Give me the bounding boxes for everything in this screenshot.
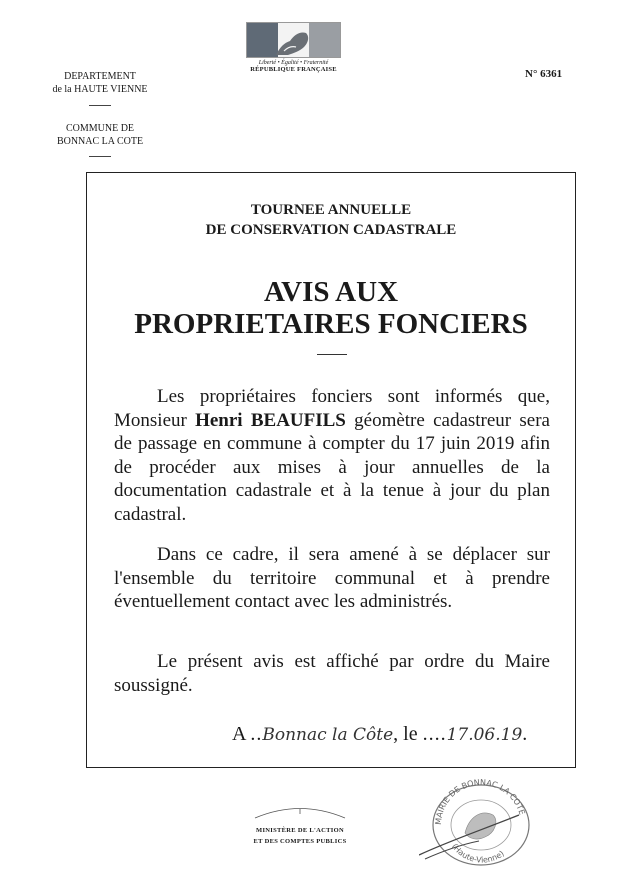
paragraph-2 xyxy=(114,543,550,614)
republic-motto: Liberté • Égalité • Fraternité xyxy=(258,60,329,66)
title-line-1: AVIS AUX xyxy=(263,276,399,308)
signature-prefix: A xyxy=(232,723,246,745)
republic-name: RÉPUBLIQUE FRANÇAISE xyxy=(250,66,337,73)
title-line-2: PROPRIETAIRES FONCIERS xyxy=(134,308,528,340)
notice-title xyxy=(86,276,576,340)
department-name: de la HAUTE VIENNE xyxy=(52,84,148,95)
document-number: N° 6361 xyxy=(525,68,563,80)
subtitle-line-1: TOURNEE ANNUELLE xyxy=(250,202,412,218)
commune-name: BONNAC LA COTE xyxy=(56,136,144,147)
paragraph-1-text: Les propriétaires fonciers sont informés que, Monsieur xyxy=(114,386,550,431)
svg-text:(Haute-Vienne): (Haute-Vienne) xyxy=(450,842,506,865)
divider xyxy=(89,156,111,157)
handwritten-place: Bonnac la Côte xyxy=(262,725,394,745)
ministry-name-line-2: ET DES COMPTES PUBLICS xyxy=(253,838,347,845)
paragraph-1 xyxy=(114,385,550,526)
paragraph-1-text-end: géomètre cadastreur sera de passage en commune à compter du 17 juin 2019 afin de procéder aux mises à jour annuelles de la documentation cadastrale et à la tenue à jour du plan cadastral. xyxy=(114,409,550,525)
handwritten-date: 17.06.19 xyxy=(446,725,523,745)
commune-block xyxy=(45,122,155,169)
french-flag-icon xyxy=(246,22,341,58)
title-divider xyxy=(317,354,347,355)
divider xyxy=(89,105,111,106)
signature-line: A ..Bonnac la Côte, le ....17.06.19. xyxy=(232,723,529,745)
ministry-arc-icon xyxy=(250,803,350,819)
paragraph-3 xyxy=(114,650,550,697)
surveyor-name: Henri BEAUFILS xyxy=(195,409,346,431)
commune-label: COMMUNE DE xyxy=(65,123,135,134)
department-label: DEPARTEMENT xyxy=(64,71,136,82)
paragraph-3-text: Le présent avis est affiché par ordre du Maire soussigné. xyxy=(114,651,550,696)
ministry-logo xyxy=(230,803,370,846)
subtitle-line-2: DE CONSERVATION CADASTRALE xyxy=(205,222,457,238)
svg-text:MAIRIE DE BONNAC LA COTE: MAIRIE DE BONNAC LA COTE xyxy=(433,777,527,826)
town-hall-stamp xyxy=(419,771,539,872)
signature-middle: , le xyxy=(393,723,418,745)
department-block xyxy=(45,70,155,118)
marianne-logo xyxy=(245,22,342,84)
notice-subtitle xyxy=(86,200,576,240)
ministry-name-line-1: MINISTÈRE DE L'ACTION xyxy=(256,827,344,834)
paragraph-2-text: Dans ce cadre, il sera amené à se déplacer sur l'ensemble du territoire communal et à prendre éventuellement contact avec les administrés. xyxy=(114,544,550,612)
